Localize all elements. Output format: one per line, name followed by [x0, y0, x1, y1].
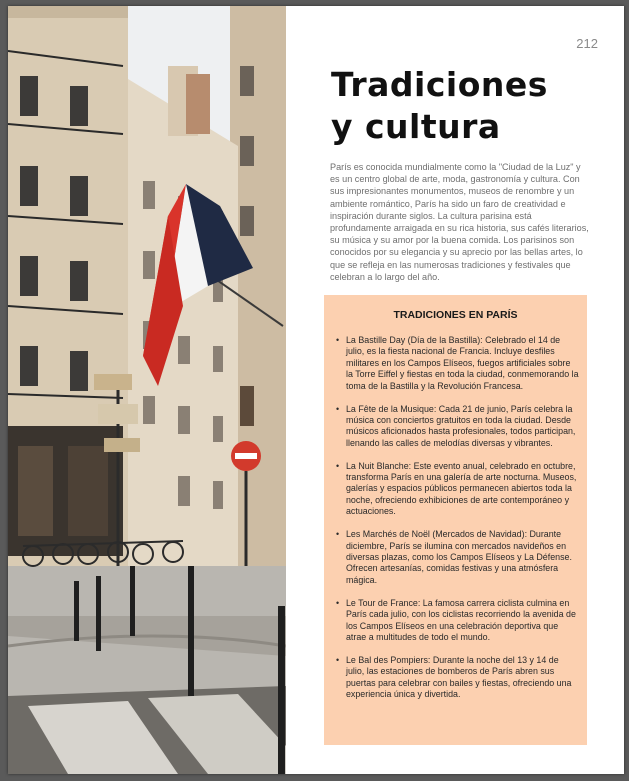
tradition-item: • Le Bal des Pompiers: Durante la noche del 13 y 14 de julio, las estaciones de bomberos de París abren sus puertas para celebrar con bailes y fiestas, ofreciendo una experiencia única y divertida.: [338, 655, 579, 701]
page-number: 212: [576, 36, 598, 51]
intro-paragraph: París es conocida mundialmente como la "Ciudad de la Luz" y es un centro global de arte, moda, gastronomía y cultura. Con sus impresionantes monumentos, museos de renombre y un ambiente romántico, París ha sido un faro de creatividad e inspiración durante siglos. La cultura parisina está profundamente arraigada en su rica historia, sus cafés literarios, su música y su amor por la buena comida. Los parisinos son conocidos por su elegancia y su aprecio por las bellas artes, lo que se refleja en las numerosas tradiciones y festivales que celebran a lo largo del año.: [330, 162, 589, 282]
title-line-1: Tradiciones: [331, 65, 548, 104]
title-line-2: y cultura: [331, 107, 501, 146]
building-right: [230, 6, 286, 626]
tradition-item: • La Bastille Day (Día de la Bastilla): Celebrado el 14 de julio, es la fiesta nacional de Francia. Incluye desfiles militares en los Campos Elíseos, fuegos artificiales sobre la Torre Eiffel y fiestas en toda la ciudad, conmemorando la toma de la Bastilla y la Revolución Francesa.: [338, 335, 579, 392]
tradition-item: • Le Tour de France: La famosa carrera ciclista culmina en París cada julio, con los ciclistas recorriendo la avenida de los Campos Elíseos en una celebración deportiva que atrae a multitudes de todo el mundo.: [338, 598, 579, 644]
document-page: [8, 6, 624, 774]
traditions-box-title: TRADICIONES EN PARÍS: [393, 309, 518, 321]
page-title: [331, 64, 611, 148]
tradition-item: • Les Marchés de Noël (Mercados de Navidad): Durante diciembre, París se ilumina con mercados navideños en diversas plazas, como los Campos Elíseos y La Défense. Ofrecen artesanías, comidas festivas y una atmósfera mágica.: [338, 529, 579, 586]
tradition-item: • La Nuit Blanche: Este evento anual, celebrado en octubre, transforma París en una galería de arte nocturna. Museos, galerías y espacios públicos permanecen abiertos toda la noche, ofreciendo exhibiciones de arte contemporáneo y actuaciones.: [338, 461, 579, 518]
paris-street-photo: [8, 6, 286, 774]
traditions-list: [324, 335, 587, 700]
tradition-item: • La Fête de la Musique: Cada 21 de junio, París celebra la música con conciertos gratuitos en toda la ciudad. Desde músicos aficionados hasta profesionales, todos participan, llenando las calles de melodías diversas y vibrantes.: [338, 404, 579, 450]
traditions-box: [324, 295, 587, 745]
